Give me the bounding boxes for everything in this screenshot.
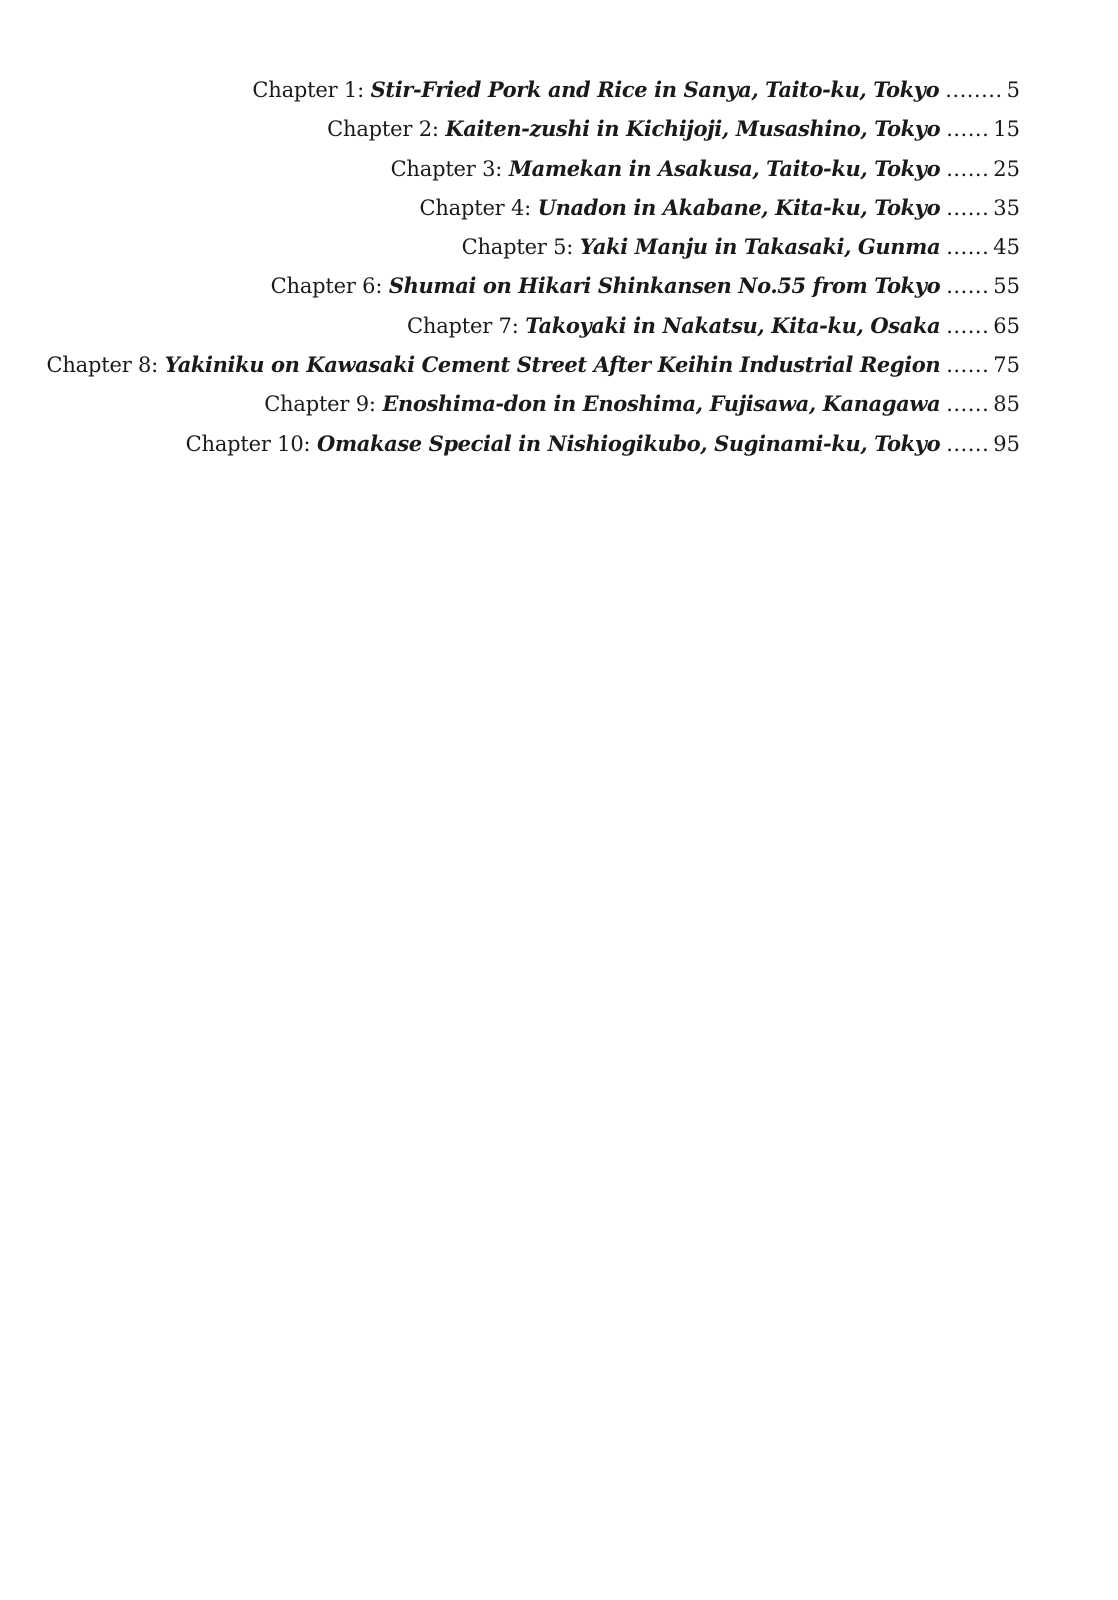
page-number: 85 [993,392,1020,417]
chapter-title: Yaki Manju in Takasaki, Gunma [579,234,941,260]
chapter-label: Chapter 10: [185,431,311,456]
page-number: 25 [993,156,1020,181]
dot-leader: ...... [946,392,990,417]
chapter-label: Chapter 7: [407,313,519,338]
chapter-label: Chapter 2: [327,117,439,142]
toc-entry-chapter-5[interactable] [462,227,1020,266]
toc-entry-chapter-8[interactable] [46,345,1020,384]
page-number: 65 [993,313,1020,338]
chapter-label: Chapter 4: [419,195,532,220]
dot-leader: ...... [946,195,990,220]
dot-leader: ...... [946,313,990,338]
dot-leader: ...... [946,117,990,142]
table-of-contents [20,70,1020,463]
dot-leader: ...... [946,274,990,299]
toc-entry-chapter-2[interactable] [327,109,1020,148]
page-number: 45 [993,235,1020,260]
toc-entry-chapter-1[interactable] [252,70,1020,109]
page-number: 75 [993,353,1020,378]
page-number: 55 [993,274,1020,299]
chapter-title: Shumai on Hikari Shinkansen No.55 from Tokyo [388,273,941,299]
chapter-label: Chapter 9: [264,392,376,417]
toc-entry-chapter-3[interactable] [391,149,1020,188]
chapter-label: Chapter 3: [390,156,503,181]
chapter-title: Unadon in Akabane, Kita-ku, Tokyo [537,194,941,220]
dot-leader: ...... [946,235,990,260]
page-number: 5 [1006,78,1020,102]
chapter-title: Mamekan in Asakusa, Taito-ku, Tokyo [508,155,941,181]
dot-leader: ...... [946,431,990,456]
chapter-title: Yakiniku on Kawasaki Cement Street After Keihin Industrial Region [164,352,941,378]
toc-entry-chapter-4[interactable] [419,188,1020,227]
chapter-label: Chapter 8: [46,353,159,378]
toc-entry-chapter-9[interactable] [264,384,1020,423]
chapter-label: Chapter 1: [252,78,364,102]
chapter-label: Chapter 6: [270,274,383,299]
toc-entry-chapter-10[interactable] [186,424,1020,463]
page-number: 95 [993,431,1020,456]
dot-leader: ...... [946,353,990,378]
chapter-title: Stir-Fried Pork and Rice in Sanya, Taito-ku, Tokyo [370,77,940,102]
page-number: 35 [993,195,1020,220]
chapter-title: Omakase Special in Nishiogikubo, Suginami-ku, Tokyo [317,430,941,456]
chapter-label: Chapter 5: [461,235,574,260]
dot-leader: ...... [946,156,990,181]
chapter-title: Enoshima-don in Enoshima, Fujisawa, Kanagawa [382,391,941,417]
chapter-title: Kaiten-zushi in Kichijoji, Musashino, Tokyo [445,116,941,142]
toc-entry-chapter-7[interactable] [407,306,1020,345]
toc-entry-chapter-6[interactable] [271,266,1020,305]
chapter-title: Takoyaki in Nakatsu, Kita-ku, Osaka [525,312,941,338]
dot-leader: ........ [945,78,1003,102]
page-number: 15 [993,117,1020,142]
